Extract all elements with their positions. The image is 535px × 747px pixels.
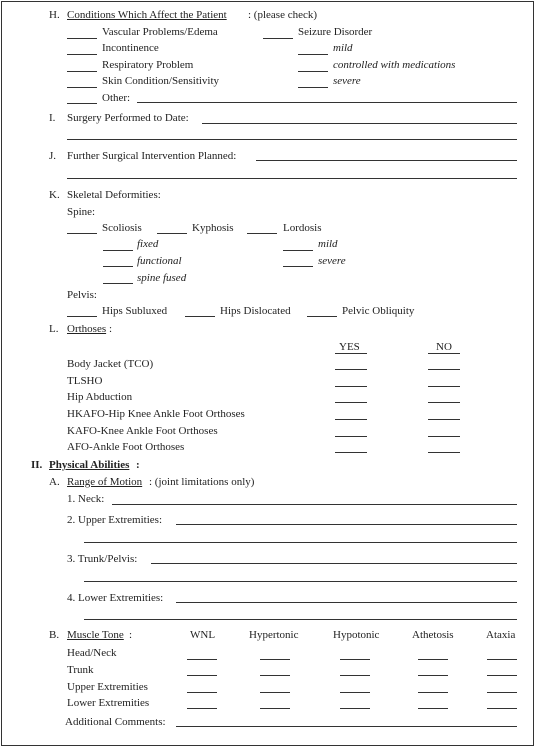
option-seizure-controlled: controlled with medications	[333, 59, 456, 71]
checkbox-line-seizure-mild[interactable]	[298, 54, 328, 55]
orthosis-yes-line[interactable]	[335, 419, 367, 420]
section-h-letter: H.	[49, 9, 60, 21]
rom-neck-label: 1. Neck:	[67, 493, 105, 505]
rom-upper-extremities-line-1[interactable]	[176, 524, 517, 525]
section-ii-b-letter: B.	[49, 629, 60, 641]
option-other: Other:	[102, 92, 131, 104]
checkbox-line-lordosis-severe[interactable]	[283, 266, 313, 267]
section-j-title: Further Surgical Intervention Planned:	[67, 150, 237, 162]
column-no-rule	[428, 353, 460, 354]
orthosis-row-label: AFO-Ankle Foot Orthoses	[67, 441, 185, 453]
orthosis-yes-line[interactable]	[335, 402, 367, 403]
tone-checkbox-line[interactable]	[340, 675, 370, 676]
tone-row-label: Lower Extremities	[67, 697, 150, 709]
tone-checkbox-line[interactable]	[187, 675, 217, 676]
tone-checkbox-line[interactable]	[187, 708, 217, 709]
option-lordosis-severe: severe	[318, 255, 346, 267]
checkbox-line-skin[interactable]	[67, 87, 97, 88]
orthosis-no-line[interactable]	[428, 386, 460, 387]
pelvis-label: Pelvis:	[67, 289, 97, 301]
section-l-letter: L.	[49, 323, 59, 335]
tone-checkbox-line[interactable]	[418, 692, 448, 693]
column-yes-rule	[335, 353, 367, 354]
checkbox-line-lordosis[interactable]	[247, 233, 277, 234]
section-ii-title: Physical Abilities	[49, 459, 130, 471]
option-incontinence: Incontinence	[102, 42, 159, 54]
orthosis-no-line[interactable]	[428, 402, 460, 403]
tone-row-label: Head/Neck	[67, 647, 117, 659]
option-kyphosis: Kyphosis	[192, 222, 234, 234]
additional-comments-line[interactable]	[176, 726, 517, 727]
orthosis-no-line[interactable]	[428, 436, 460, 437]
rom-upper-extremities-line-2[interactable]	[84, 542, 517, 543]
section-i-letter: I.	[49, 112, 56, 124]
surgery-answer-line-2[interactable]	[67, 139, 517, 140]
tone-checkbox-line[interactable]	[260, 692, 290, 693]
section-l-title: Orthoses	[67, 323, 107, 335]
tone-checkbox-line[interactable]	[187, 659, 217, 660]
column-wnl: WNL	[190, 629, 216, 641]
orthosis-yes-line[interactable]	[335, 452, 367, 453]
additional-comments-label: Additional Comments:	[65, 716, 166, 728]
tone-row-label: Trunk	[67, 664, 94, 676]
section-k-letter: K.	[49, 189, 60, 201]
intervention-answer-line-2[interactable]	[67, 178, 517, 179]
rom-lower-extremities-label: 4. Lower Extremities:	[67, 592, 164, 604]
checkbox-line-pelvic-obliquity[interactable]	[307, 316, 337, 317]
option-functional: functional	[137, 255, 182, 267]
tone-checkbox-line[interactable]	[418, 675, 448, 676]
option-seizure: Seizure Disorder	[298, 26, 373, 38]
other-answer-line[interactable]	[137, 102, 517, 103]
column-hypotonic: Hypotonic	[333, 629, 380, 641]
orthosis-no-line[interactable]	[428, 369, 460, 370]
option-scoliosis: Scoliosis	[102, 222, 142, 234]
tone-checkbox-line[interactable]	[418, 708, 448, 709]
section-l-title-suffix: :	[109, 323, 113, 335]
orthosis-row-label: Body Jacket (TCO)	[67, 358, 154, 370]
checkbox-line-hips-subluxed[interactable]	[67, 316, 97, 317]
section-ii-b-suffix: :	[129, 629, 133, 641]
tone-checkbox-line[interactable]	[340, 659, 370, 660]
tone-checkbox-line[interactable]	[260, 708, 290, 709]
rom-neck-line[interactable]	[112, 504, 517, 505]
section-ii-a-title: Range of Motion	[67, 476, 143, 488]
spine-label: Spine:	[67, 206, 96, 218]
option-hips-dislocated: Hips Dislocated	[220, 305, 291, 317]
checkbox-line-hips-dislocated[interactable]	[185, 316, 215, 317]
orthosis-no-line[interactable]	[428, 452, 460, 453]
section-ii-b-title: Muscle Tone	[67, 629, 124, 641]
tone-checkbox-line[interactable]	[418, 659, 448, 660]
tone-checkbox-line[interactable]	[340, 708, 370, 709]
option-spine-fused: spine fused	[137, 272, 187, 284]
checkbox-line-functional[interactable]	[103, 266, 133, 267]
tone-row-label: Upper Extremities	[67, 681, 148, 693]
tone-checkbox-line[interactable]	[340, 692, 370, 693]
tone-checkbox-line[interactable]	[187, 692, 217, 693]
orthosis-yes-line[interactable]	[335, 386, 367, 387]
checkbox-line-seizure[interactable]	[263, 38, 293, 39]
checkbox-line-fixed[interactable]	[103, 250, 133, 251]
column-ataxia: Ataxia	[486, 629, 516, 641]
checkbox-line-spine-fused[interactable]	[103, 283, 133, 284]
rom-upper-extremities-label: 2. Upper Extremities:	[67, 514, 163, 526]
option-seizure-severe: severe	[333, 75, 361, 87]
column-no: NO	[436, 341, 452, 353]
option-respiratory: Respiratory Problem	[102, 59, 194, 71]
tone-checkbox-line[interactable]	[487, 692, 517, 693]
section-ii-a-letter: A.	[49, 476, 60, 488]
checkbox-line-vascular[interactable]	[67, 38, 97, 39]
checkbox-line-respiratory[interactable]	[67, 71, 97, 72]
section-i-title: Surgery Performed to Date:	[67, 112, 189, 124]
orthosis-row-label: KAFO-Knee Ankle Foot Orthoses	[67, 425, 218, 437]
column-hypertonic: Hypertonic	[249, 629, 299, 641]
intervention-answer-line-1[interactable]	[256, 160, 517, 161]
section-j-letter: J.	[49, 150, 57, 162]
section-h-suffix: : (please check)	[248, 9, 318, 21]
rom-trunk-pelvis-line-2[interactable]	[84, 581, 517, 582]
tone-checkbox-line[interactable]	[487, 659, 517, 660]
option-seizure-mild: mild	[333, 42, 353, 54]
tone-checkbox-line[interactable]	[260, 675, 290, 676]
option-fixed: fixed	[137, 238, 159, 250]
checkbox-line-seizure-controlled[interactable]	[298, 71, 328, 72]
rom-lower-extremities-line-1[interactable]	[176, 602, 517, 603]
orthosis-row-label: TLSHO	[67, 375, 103, 387]
section-ii-roman: II.	[31, 459, 43, 471]
option-lordosis: Lordosis	[283, 222, 322, 234]
checkbox-line-lordosis-mild[interactable]	[283, 250, 313, 251]
option-hips-subluxed: Hips Subluxed	[102, 305, 168, 317]
rom-trunk-pelvis-line-1[interactable]	[151, 563, 517, 564]
column-yes: YES	[339, 341, 360, 353]
section-ii-a-suffix: : (joint limitations only)	[149, 476, 255, 488]
rom-lower-extremities-line-2[interactable]	[84, 619, 517, 620]
rom-trunk-pelvis-label: 3. Trunk/Pelvis:	[67, 553, 138, 565]
section-ii-title-suffix: :	[136, 459, 140, 471]
surgery-answer-line-1[interactable]	[202, 123, 517, 124]
checkbox-line-seizure-severe[interactable]	[298, 87, 328, 88]
orthosis-no-line[interactable]	[428, 419, 460, 420]
checkbox-line-other[interactable]	[67, 103, 97, 104]
column-athetosis: Athetosis	[412, 629, 454, 641]
checkbox-line-incontinence[interactable]	[67, 54, 97, 55]
section-k-title: Skeletal Deformities:	[67, 189, 161, 201]
option-pelvic-obliquity: Pelvic Obliquity	[342, 305, 415, 317]
orthosis-yes-line[interactable]	[335, 369, 367, 370]
section-h-title: Conditions Which Affect the Patient	[67, 9, 227, 21]
tone-checkbox-line[interactable]	[487, 708, 517, 709]
orthosis-row-label: HKAFO-Hip Knee Ankle Foot Orthoses	[67, 408, 245, 420]
checkbox-line-scoliosis[interactable]	[67, 233, 97, 234]
checkbox-line-kyphosis[interactable]	[157, 233, 187, 234]
option-vascular: Vascular Problems/Edema	[102, 26, 218, 38]
tone-checkbox-line[interactable]	[487, 675, 517, 676]
orthosis-yes-line[interactable]	[335, 436, 367, 437]
tone-checkbox-line[interactable]	[260, 659, 290, 660]
orthosis-row-label: Hip Abduction	[67, 391, 133, 403]
option-lordosis-mild: mild	[318, 238, 338, 250]
option-skin: Skin Condition/Sensitivity	[102, 75, 220, 87]
